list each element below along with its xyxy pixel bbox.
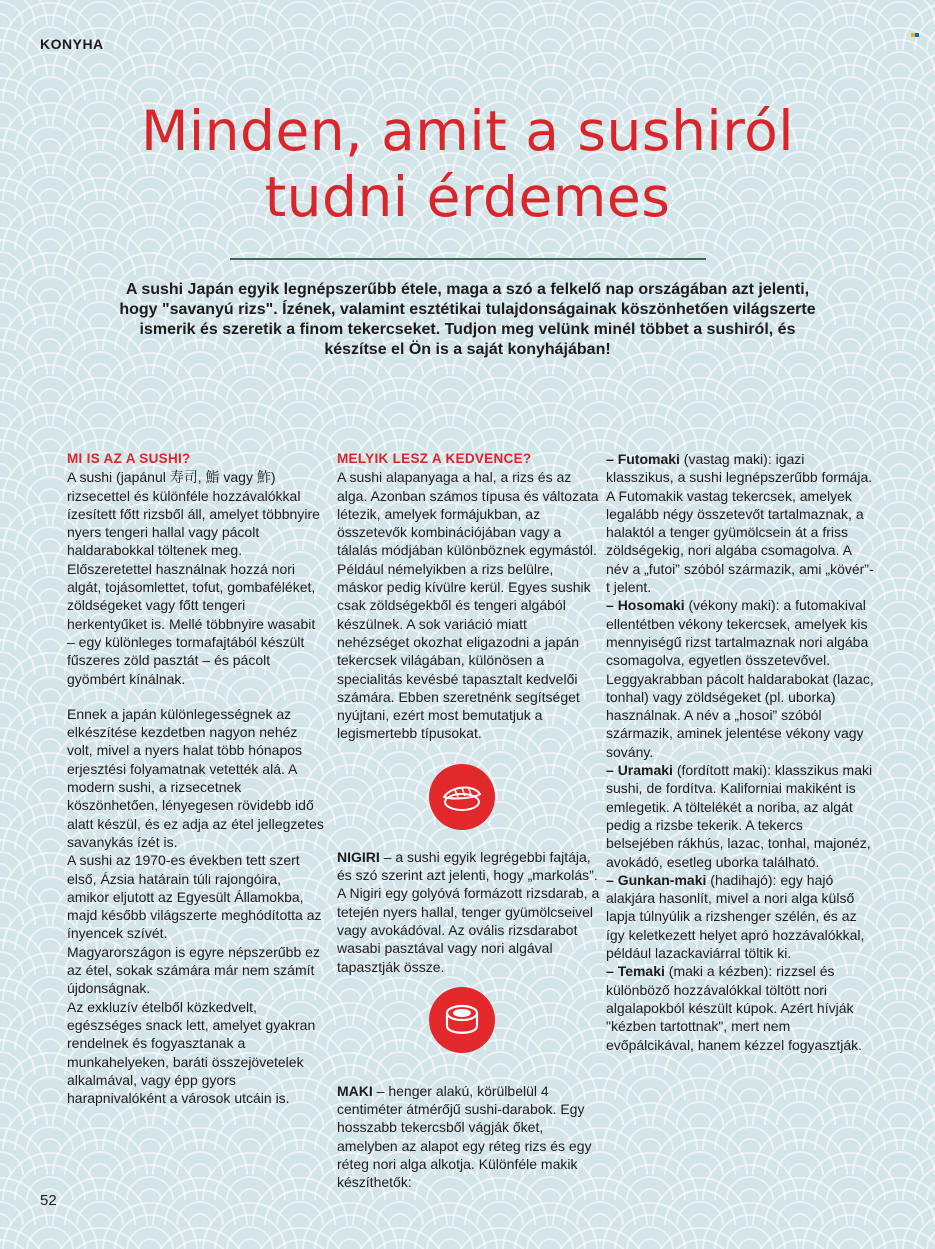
col1-paragraph-3: A sushi az 1970-es években tett szert első, Ázsia határain túli rajongóira, amikor eljutott az Egyesült Államokba, majd később világszerte meghódította az ínyencek szívét.: [67, 852, 322, 942]
maki-term: MAKI: [337, 1082, 373, 1099]
maki-type-temaki: – Temaki (maki a kézben): rizzsel és különböző hozzávalókkal töltött nori algalapokból készült kúpok. Azért hívják "kézben tartottnak", mert nem evőpálcikával, hanem kézzel fogyasztják.: [606, 963, 863, 1053]
gunkan-term: Gunkan-maki: [617, 871, 707, 888]
column-1: [67, 450, 325, 1107]
uramaki-text: (fordított maki): klasszikus maki sushi, de fordítva. Kaliforniai makiként is emlegetik. A töltelékét a noriba, az algát pedig a rizsbe tekerik. A tekercs belsejében rákhús, lazac, tonhal, majonéz, avokádó, esetleg uborka található.: [606, 762, 873, 870]
hosomaki-text: (vékony maki): a futomakival ellentétben vékony tekercsek, amelyek kis mennyiségű rizst tartalmaznak nori algába csomagolva, egyetlen összetevővel. Leggyakrabban pácolt haldarabokat (lazac, tonhal) vagy zöldségeket (pl. uborka) használnak. A név a „hosoi” szóból származik, aminek jelentése vékony vagy sovány.: [606, 597, 874, 760]
section-label: KONYHA: [40, 36, 104, 52]
temaki-text: (maki a kézben): rizzsel és különböző hozzávalókkal töltött nori algalapokból készült kúpok. Azért hívják "kézben tartottnak", mert nem evőpálcikával, hanem kézzel fogyasztják.: [606, 963, 863, 1053]
title-divider: [230, 258, 706, 260]
col2-heading: MELYIK LESZ A KEDVENCE?: [337, 451, 532, 466]
col1-paragraph-5: Az exkluzív ételből közkedvelt, egészséges snack lett, amelyet gyakran rendelnek és fogyasztanak a munkahelyeken, baráti összejövetelek alkalmával, vagy épp gyors harapnivalóként a városok utcáin is.: [67, 998, 316, 1107]
column-3: [606, 450, 874, 1054]
corner-mark: [911, 24, 921, 32]
maki-icon: [429, 987, 495, 1053]
title-line-1: Minden, amit a sushiról: [140, 99, 795, 163]
nigiri-paragraph: [337, 848, 602, 976]
nigiri-text: – a sushi egyik legrégebbi fajtája, és szó szerint azt jelenti, hogy „markolás”. A Nigiri egy golyóvá formázott rizsdarab, a tetején nyers hallal, tenger gyümölcseivel vagy avokádóval. Az ovális rizsdarabot wasabi pasztával vagy nori algával tapasztják össze.: [337, 848, 600, 975]
maki-type-gunkan: – Gunkan-maki (hadihajó): egy hajó alakjára hasonlít, mivel a nori alga külső lapja túlnyúlik a rizshenger szélén, és az így keletkezett helyet apró hozzávalókkal, például lazackaviárral töltik ki.: [606, 871, 865, 962]
hosomaki-term: Hosomaki: [617, 597, 685, 614]
uramaki-term: Uramaki: [617, 762, 673, 779]
temaki-term: Temaki: [617, 963, 665, 980]
nigiri-icon: [429, 764, 495, 830]
maki-type-futomaki: – Futomaki (vastag maki): igazi klasszikus, a sushi legnépszerűbb formája. A Futomakik vastag tekercsek, amelyek legalább négy összetevőt tartalmaznak, a halaktól a tenger gyümölcsein át a friss zöldségekig, nori algába csomagolva. A név a „futoi” szóból származik, ami „kövér”-t jelent.: [606, 451, 874, 596]
maki-type-hosomaki: – Hosomaki (vékony maki): a futomakival ellentétben vékony tekercsek, amelyek kis mennyiségű rizst tartalmaznak nori algába csomagolva, egyetlen összetevővel. Leggyakrabban pácolt haldarabokat (lazac, tonhal) vagy zöldségeket (pl. uborka) használnak. A név a „hosoi” szóból származik, aminek jelentése vékony vagy sovány.: [606, 597, 874, 760]
col1-paragraph-1: A sushi (japánul 寿司, 鮨 vagy 鮓) rizsecettel és különféle hozzávalókkal ízesített főtt rizsből áll, amelyet többnyire nyers tengeri hallal vagy pácolt haldarabokkal töltenek meg. Előszeretettel használnak hozzá nori algát, tojásomlettet, tofut, gombaféléket, zöldségeket vagy főtt tengeri herkentyűket is. Mellé többnyire wasabit – egy különleges tormafajtából készült fűszeres zöld pasztát – és pácolt gyömbért kínálnak.: [67, 469, 320, 687]
gunkan-text: (hadihajó): egy hajó alakjára hasonlít, mivel a nori alga külső lapja túlnyúlik a rizshenger szélén, és az így keletkezett helyet apró hozzávalókkal, például lazackaviárral töltik ki.: [606, 871, 865, 962]
col2-paragraph-1: A sushi alapanyaga a hal, a rizs és az alga. Azonban számos típusa és változata létezik, amelyek formájukban, az összetevők kombinációjában vagy a tálalás módjában különböznek egymástól. Például némelyikben a rizs belülre, máskor pedig kívülre kerül. Egyes sushik csak zöldségekből és tengeri algából készülnek. A sok variáció miatt nehézséget okozhat eligazodni a japán tekercsek világában, különösen a specialitás kevésbé tapasztalt kedvelői számára. Ebben szeretnénk segítséget nyújtani, ezért most bemutatjuk a legismertebb típusokat.: [337, 469, 599, 742]
nigiri-term: NIGIRI: [337, 848, 380, 865]
title-line-2: tudni érdemes: [264, 165, 671, 229]
col1-heading: MI IS AZ A SUSHI?: [67, 451, 191, 466]
futomaki-term: Futomaki: [617, 451, 680, 467]
intro-paragraph: A sushi Japán egyik legnépszerűbb étele, maga a szó a felkelő nap országában azt jelenti, hogy "savanyú rizs". Ízének, valamint esztétikai tulajdonságainak köszönhetően világszerte ismerik és szeretik a finom tekercseket. Tudjon meg velünk minél többet a sushiról, és készítse el Ön is a saját konyhájában!: [119, 281, 816, 358]
maki-type-uramaki: – Uramaki (fordított maki): klasszikus maki sushi, de fordítva. Kaliforniai makiként is emlegetik. A töltelékét a noriba, az algát pedig a rizsbe tekerik. A tekercs belsejében rákhús, lazac, tonhal, majonéz, avokádó, esetleg uborka található.: [606, 762, 873, 870]
col1-paragraph-4: Magyarországon is egyre népszerűbb ez az étel, sokak számára már nem számít újdonságnak.: [67, 943, 320, 997]
page-number: 52: [40, 1192, 57, 1209]
col1-paragraph-2: Ennek a japán különlegességnek az elkészítése kezdetben nagyon nehéz volt, mivel a nyers halat több hónapos erjesztési folyamatnak vetették alá. A modern sushi, a rizsecetnek köszönhetően, lényegesen rövidebb idő alatt készül, és ez adja az étel jellegzetes savanykás ízét is.: [67, 705, 324, 850]
futomaki-text: (vastag maki): igazi klasszikus, a sushi legnépszerűbb formája. A Futomakik vastag tekercsek, amelyek legalább négy összetevőt tartalmaznak, a halaktól a tenger gyümölcsein át a friss zöldségekig, nori algába csomagolva. A név a „futoi” szóból származik, ami „kövér”-t jelent.: [606, 451, 874, 596]
maki-text: – henger alakú, körülbelül 4 centiméter átmérőjű sushi-darabok. Egy hosszabb tekercsből vágják őket, amelyben az alapot egy réteg rizs és egy réteg nori alga alkotja. Különféle makik készíthetők:: [337, 1082, 592, 1191]
page-title: [0, 98, 935, 230]
maki-paragraph: [337, 1082, 602, 1192]
